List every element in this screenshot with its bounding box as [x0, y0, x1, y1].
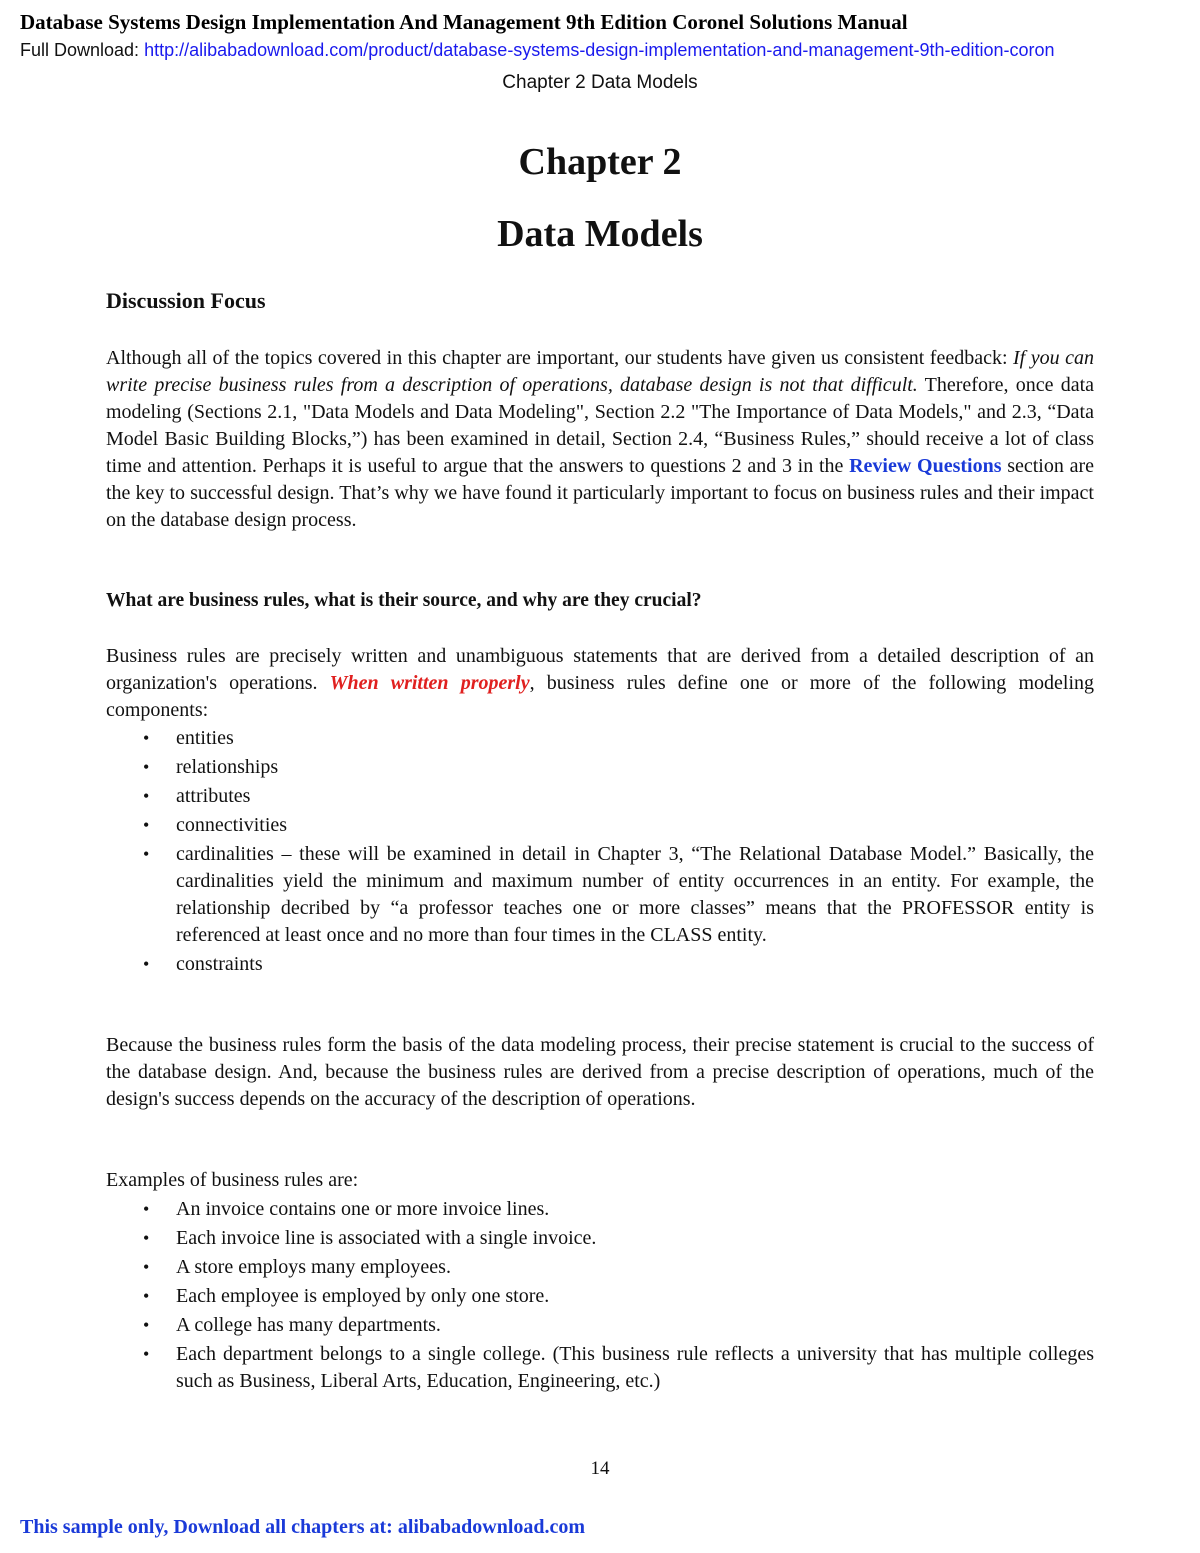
review-questions-link[interactable]: Review Questions — [849, 455, 1002, 477]
list-item-text: constraints — [176, 953, 263, 975]
list-item — [106, 1254, 1094, 1281]
section-heading: Discussion Focus — [106, 288, 266, 313]
download-link[interactable]: http://alibabadownload.com/product/database-systems-design-implementation-and-management-9th-edition-coron — [144, 40, 1055, 60]
list-item-text: A store employs many employees. — [176, 1256, 451, 1278]
list-item — [106, 841, 1094, 949]
bullet-icon: • — [143, 844, 150, 864]
examples-list — [106, 1196, 1094, 1397]
p1-italic-text: If you can write precise business rules from a description of operations, database design is not that difficult. — [106, 347, 1094, 396]
chapter-title: Chapter 2 — [518, 141, 682, 183]
list-item — [106, 951, 1094, 978]
page-number: 14 — [590, 1458, 610, 1479]
list-item — [106, 725, 1094, 752]
p1-text-b: Therefore, once data modeling (Sections 2.1, "Data Models and Data Modeling", Section 2.2 "The Importance of Data Models," and 2.3, “Data Model Basic Building Blocks,”) has been examined in detail, Section 2.4, “Business Rules,” should receive a lot of class time and attention. Perhaps it is useful to argue that the answers to questions 2 and 3 in the — [106, 374, 1095, 477]
bullet-icon: • — [143, 728, 150, 748]
p2-text-a: Business rules are precisely written and unambiguous statements that are derived from a detailed description of an organization's operations. — [106, 645, 1094, 694]
list-item-text: attributes — [176, 785, 251, 807]
list-item-text: connectivities — [176, 814, 288, 836]
discussion-paragraph — [106, 345, 1094, 534]
question-heading: What are business rules, what is their source, and why are they crucial? — [106, 590, 702, 611]
list-item — [106, 1341, 1094, 1395]
list-item — [106, 812, 1094, 839]
bullet-icon: • — [143, 786, 150, 806]
list-item-text: relationships — [176, 756, 279, 778]
list-item-text: cardinalities – these will be examined in detail in Chapter 3, “The Relational Database Model.” Basically, the cardinalities yield the minimum and maximum number of entity occurrences in an entity. For example, the relationship decribed by “a professor teaches one or more classes” means that the PROFESSOR entity is referenced at least once and no more than four times in the CLASS entity. — [176, 843, 1094, 946]
bullet-icon: • — [143, 1286, 150, 1306]
list-item — [106, 1225, 1094, 1252]
bullet-icon: • — [143, 1199, 150, 1219]
list-item — [106, 1196, 1094, 1223]
running-head: Chapter 2 Data Models — [502, 72, 698, 93]
p2-emphasis: When written properly — [329, 672, 530, 694]
download-note-link[interactable]: This sample only, Download all chapters at: alibabadownload.com — [20, 1516, 586, 1538]
p1-text-a: Although all of the topics covered in this chapter are important, our students have given us consistent feedback: — [106, 347, 1014, 369]
business-rules-paragraph — [106, 643, 1094, 724]
list-item — [106, 783, 1094, 810]
list-item — [106, 1312, 1094, 1339]
components-list — [106, 725, 1094, 980]
list-item-text: Each invoice line is associated with a single invoice. — [176, 1227, 597, 1249]
bullet-icon: • — [143, 954, 150, 974]
download-line — [20, 40, 1200, 61]
bullet-icon: • — [143, 1257, 150, 1277]
list-item — [106, 754, 1094, 781]
examples-intro: Examples of business rules are: — [106, 1169, 359, 1191]
document-title: Database Systems Design Implementation And Management 9th Edition Coronel Solutions Manual — [20, 10, 908, 34]
list-item-text: entities — [176, 727, 234, 749]
bullet-icon: • — [143, 1344, 150, 1364]
chapter-subtitle: Data Models — [497, 213, 703, 255]
crucial-paragraph: Because the business rules form the basis of the data modeling process, their precise statement is crucial to the success of the database design. And, because the business rules are derived from a precise description of operations, much of the design's success depends on the accuracy of the description of operations. — [106, 1034, 1094, 1110]
list-item-text: A college has many departments. — [176, 1314, 441, 1336]
bullet-icon: • — [143, 1315, 150, 1335]
p1-text-c: section are the key to successful design. That’s why we have found it particularly important to focus on business rules and their impact on the database design process. — [106, 455, 1094, 531]
download-prefix: Full Download: — [20, 40, 145, 60]
bullet-icon: • — [143, 757, 150, 777]
list-item-text: Each employee is employed by only one store. — [176, 1285, 550, 1307]
p2-text-b: , business rules define one or more of the following modeling components: — [106, 672, 1095, 721]
bullet-icon: • — [143, 815, 150, 835]
list-item-text: An invoice contains one or more invoice lines. — [176, 1198, 550, 1220]
list-item-text: Each department belongs to a single college. (This business rule reflects a university that has multiple colleges such as Business, Liberal Arts, Education, Engineering, etc.) — [176, 1343, 1094, 1392]
list-item — [106, 1283, 1094, 1310]
bullet-icon: • — [143, 1228, 150, 1248]
